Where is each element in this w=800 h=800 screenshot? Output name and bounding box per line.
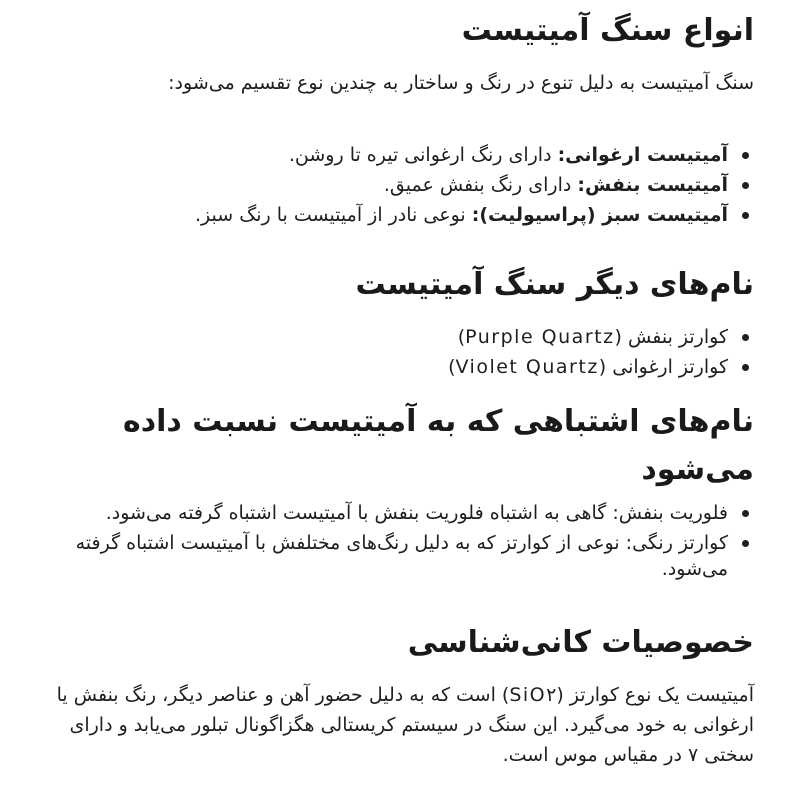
section-mineral-heading-wrap xyxy=(408,620,754,666)
list-item-name-en: (Purple Quartz) xyxy=(457,326,622,348)
list-item-term: آمیتیست ارغوانی: xyxy=(557,144,728,166)
list-item xyxy=(30,172,728,198)
list-item-name-en: (Violet Quartz) xyxy=(448,356,607,378)
list-item: کوارتز رنگی: نوعی از کوارتز که به دلیل رنگ‌های مختلفش با آمیتیست اشتباه گرفته می‌شود. xyxy=(30,530,728,582)
section-mineral-heading: خصوصیات کانی‌شناسی xyxy=(407,625,754,660)
list-item-desc: دارای رنگ ارغوانی تیره تا روشن. xyxy=(288,144,558,166)
section-names-heading-wrap xyxy=(355,262,754,308)
list-item xyxy=(30,324,728,350)
other-names-list xyxy=(30,324,754,384)
list-item-term: آمیتیست سبز (پراسیولیت): xyxy=(471,204,728,226)
list-item xyxy=(30,354,728,380)
list-item-term: آمیتیست بنفش: xyxy=(577,174,728,196)
section-types-intro-wrap xyxy=(30,68,754,98)
section-types-heading: انواع سنگ آمیتیست xyxy=(461,13,754,48)
section-mineral-paragraph: آمیتیست یک نوع کوارتز (SiO۲) است که به دلیل حضور آهن و عناصر دیگر، رنگ بنفش یا ارغوانی به خود می‌گیرد. این سنگ در سیستم کریستالی هگزاگونال تبلور می‌یابد و دارای سختی ۷ در مقیاس موس است. xyxy=(56,684,754,766)
list-item xyxy=(30,202,728,228)
list-item: فلوریت بنفش: گاهی به اشتباه فلوریت بنفش با آمیتیست اشتباه گرفته می‌شود. xyxy=(30,500,728,526)
section-types-intro: سنگ آمیتیست به دلیل تنوع در رنگ و ساختار به چندین نوع تقسیم می‌شود: xyxy=(168,72,754,94)
list-item xyxy=(30,142,728,168)
list-item-name-fa: کوارتز ارغوانی xyxy=(612,356,728,378)
list-item-name-fa: کوارتز بنفش xyxy=(628,326,728,348)
list-item-desc: دارای رنگ بنفش عمیق. xyxy=(383,174,578,196)
section-mistaken-heading-wrap xyxy=(30,398,754,494)
section-types-heading-wrap xyxy=(462,8,754,54)
section-mineral-paragraph-wrap xyxy=(30,680,754,770)
list-item-desc: نوعی نادر از آمیتیست با رنگ سبز. xyxy=(195,204,472,226)
section-names-heading: نام‌های دیگر سنگ آمیتیست xyxy=(355,267,754,302)
section-mistaken-heading: نام‌های اشتباهی که به آمیتیست نسبت داده می‌شود xyxy=(123,404,754,487)
mistaken-names-list xyxy=(30,500,754,586)
types-list xyxy=(30,142,754,232)
